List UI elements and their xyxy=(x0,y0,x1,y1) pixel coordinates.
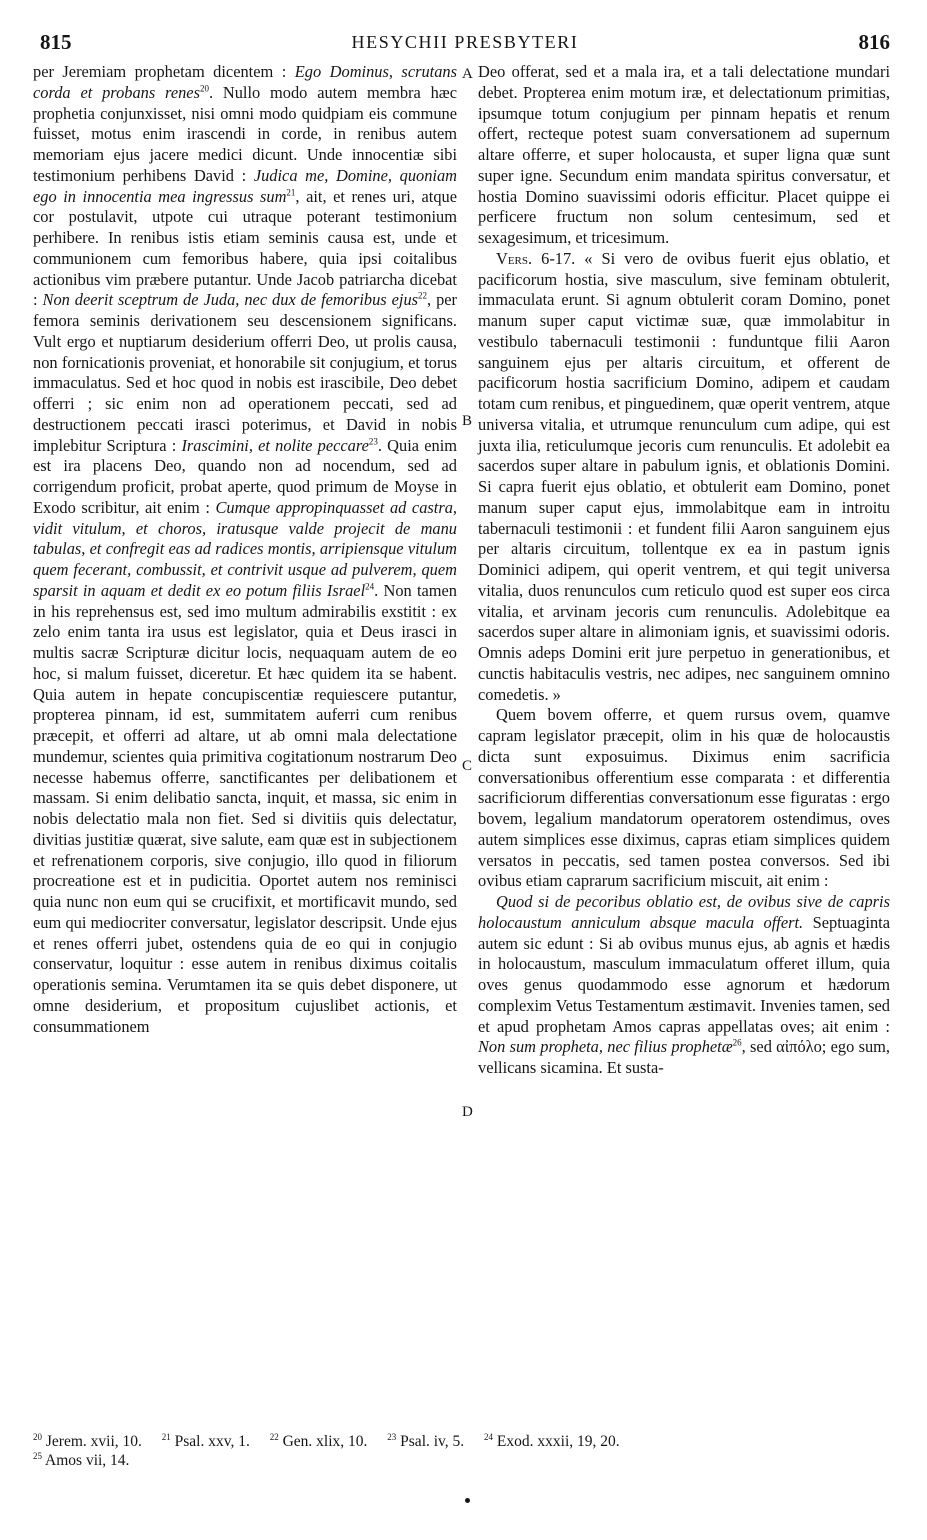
scripture-quote: Irascimini, et nolite peccare xyxy=(181,435,369,455)
footnote-text: Jerem. xvii, 10. xyxy=(45,1433,142,1450)
right-column xyxy=(478,62,890,1079)
margin-marker-d: D xyxy=(462,1104,473,1120)
footnote xyxy=(387,1433,464,1450)
footnote-number: 20 xyxy=(33,1431,42,1442)
page-number-left: 815 xyxy=(40,30,72,54)
footnote-number: 21 xyxy=(161,1431,171,1442)
footnotes-line-1 xyxy=(33,1432,893,1451)
running-head: HESYCHII PRESBYTERI xyxy=(351,32,579,52)
footnote-text: Amos vii, 14. xyxy=(45,1452,130,1469)
scripture-quote: Non sum propheta, nec filius prophetæ xyxy=(478,1037,733,1057)
footnote-ref: 26 xyxy=(732,1037,742,1048)
footnote-ref: 23 xyxy=(368,436,378,447)
footnote-number: 24 xyxy=(484,1431,494,1442)
page-number-right: 816 xyxy=(858,30,890,54)
footnote-text: Psal. iv, 5. xyxy=(400,1433,465,1450)
right-paragraph: Quem bovem offerre, et quem rursus ovem, quamve capram legislator præcepit, olim in his quæ de holocaustis dicta sunt exposuimus. Diximus enim sacrificia conversationibus offerentium esse comparata : et differentia sacrificiorum differentias conversationum esse figuratas : ergo bovem, legalium mandatorum operatorem ostendimus, oves autem simplices esse diximus, capras etiam simplices quidem versatos in peccatis, sed tamen postea conversos. Sed ibi ovibus etiam caprarum sacrificium miscuit, ait enim : xyxy=(478,705,890,891)
footnote-number: 25 xyxy=(33,1450,42,1461)
footnote xyxy=(33,1433,142,1450)
left-paragraph xyxy=(33,62,457,1037)
margin-marker-b: B xyxy=(462,413,473,429)
page-dot xyxy=(465,1498,470,1503)
left-column xyxy=(33,62,457,1037)
footnote-text: Psal. xxv, 1. xyxy=(174,1433,250,1450)
footnote xyxy=(162,1433,250,1450)
right-paragraph: Deo offerat, sed et a mala ira, et a tali delectatione mundari debet. Propterea enim motum iræ, et delectationum primitias, ipsumque totum conjugium per pinnam hepatis et renum offert, recteque potest suam conversationem ad supernum altare offerre, et super holocausta, et super ligna quæ sunt super igne. Secundum enim mandata spiritus conversatur, et hostia Domino suavissimi odoris efficitur. Placet quippe ei perficere fructum non solum centesimum, sed et sexagesimum, et tricesimum. xyxy=(478,62,890,247)
footnote-ref: 20 xyxy=(199,83,209,94)
footnote-text: Exod. xxxii, 19, 20. xyxy=(496,1433,620,1450)
footnote xyxy=(484,1433,620,1450)
footnote-ref: 24 xyxy=(365,581,375,592)
scripture-quote: Judica me, Domine, quoniam ego in innocentia mea ingressus sum xyxy=(33,165,457,206)
text-run: Septuaginta autem sic edunt : Si ab ovibus munus ejus, ab agnis et hædis in holocaustum, masculum immaculatum offeret illum, quia oves genus quodammodo esse agnorum et hædorum complexim Vetus Testamentum æstimavit. Invenies tamen, sed et apud prophetam Amos capras appellatas oves; ait enim : xyxy=(478,912,890,1036)
footnote-number: 22 xyxy=(269,1431,279,1442)
footnote-number: 23 xyxy=(387,1431,397,1442)
scripture-quote: Quod si de pecoribus oblatio est, de ovibus sive de capris holocaustum anniculum absque macula offert. xyxy=(478,892,890,932)
text-run: , sed αἰπόλο; ego sum, vellicans sicamina. Et susta- xyxy=(478,1037,890,1077)
margin-marker-a: A xyxy=(462,66,473,82)
scripture-quote: Ego Dominus, scrutans corda et probans renes xyxy=(33,62,457,102)
right-paragraph xyxy=(478,892,890,1079)
right-paragraph xyxy=(478,249,890,706)
footnote xyxy=(270,1433,368,1450)
text-run: , ait, et renes uri, atque cor postulavit, utpote cui utraque poterant testimonium perhibere. In renibus istis etiam seminis causa est, unde et communionem cum femoribus habere, quia ipsi coitalibus actionibus vim præbere putantur. Unde Jacob patriarcha dicebat : xyxy=(33,186,457,310)
text-run: , per femora seminis derivationem seu descensionem significans. Vult ergo et nuptiarum desiderium offerri Deo, ut prolis causa, non fornicationis proveniat, et honorabile sit conjugium, et torus immaculatus. Sed et hoc quod in nobis est irascibile, Deo debet offerri ; sic enim non ad operationem peccati, sed ad destructionem peccati irasci poterimus, et David in nobis implebitur Scriptura : xyxy=(33,290,458,455)
text-run: « Si vero de ovibus fuerit ejus oblatio, et pacificorum hostia, sive masculum, sive feminam obtulerit, immaculata erunt. Si agnum obtulerit coram Domino, ponet manum super caput victimæ suæ, quæ immolabitur in vestibulo tabernaculi testimonii : funduntque filii Aaron sanguinem ejus per altaris circuitum, et offerent de pacificorum hostia sacrificium Domino, adipem et caudam totam cum renibus, et pinguedinem, quæ operit ventrem, atque universa vitalia, et utrumque renunculum cum adipe, qui est juxta ilia, reticulumque jecoris cum renunculis. Et adolebit ea sacerdos super altare in pabulum ignis, et oblationis Domini. Si capra fuerit ejus oblatio, et obtulerit eam Domino, ponet manum super caput ejus, immolabitque eam in introitu tabernaculi testimonii : et fundent filii Aaron sanguinem ejus per altaris circuitum, tollentque ex ea in pastum ignis Dominici adipem, qui operit ventrem, et qui tegit universa vitalia, duos renunculos cum reticulo quod est super eos circa vitalia, et arvinam jecoris cum renunculis. Adolebitque ea sacerdos super altare in alimoniam ignis, et suavissimi odoris. Omnis adeps Domini erit jure perpetuo in generationibus, et cunctis habitaculis vestris, nec adipes, nec sanguinem omnino comedetis. » xyxy=(478,248,890,704)
footnote-text: Gen. xlix, 10. xyxy=(282,1433,368,1450)
text-run: . Quia enim est ira placens Deo, quando non ad nocendum, sed ad corrigendum proficit, probat aperte, quod primum de Moyse in Exodo scribitur, ait enim : xyxy=(33,435,457,517)
text-run: per Jeremiam prophetam dicentem : xyxy=(33,62,295,81)
footnotes-line-2 xyxy=(33,1451,893,1470)
scripture-quote: Non deerit sceptrum de Juda, nec dux de femoribus ejus xyxy=(42,290,419,310)
footnote-ref: 21 xyxy=(286,187,296,198)
text-run: . Nullo modo autem membra hæc prophetia conjunxisset, nisi omni modo quidpiam eis commune fuisset, motus enim irascendi in corde, in renibus autem memoriam ejus jacere medici dicunt. Unde innocentiæ sibi testimonium perhibens David : xyxy=(33,82,457,185)
text-run: . Non tamen in his reprehensus est, sed imo multum admirabilis exstitit : ex zelo enim tanta ira usus est legislator, quia et Deus irasci in multis sacræ Scripturæ dicitur locis, nequaquam autem de eo hoc, si malum fuisset, diceretur. Et hæc quidem ita se habent. Quia autem in hepate concupiscentiæ requiescere putantur, propterea pinnam, id est, summitatem auferri cum renibus præcepit, et offerri ad altare, ut ab omni mala delectatione mundemur, scientes quia primitiva cogitationum nostrarum Deo necesse habemus offerre, sanctificantes per delibationem et massam. Si enim delibatio sancta, inquit, et massa, sic enim in nobis delectatio mala non fiet. Sed si divitiis quis delectatur, divitias justitiæ quærat, sive salute, eam quæ est in subjectionem et refrenationem corporis, sive conjugio, illo quod in filiorum procreatione est et in pudicitia. Oportet autem nos reminisci quia nunc non eum qui se crucifixit, et mortificavit mundo, sed eum qui mediocriter conversatur, legislator descripsit. Unde ejus et renes offerri jubet, ostendens quia de eo qui in conjugio conservatur, loquitur : esse autem in renibus diximus coitalis operationis semina. Verumtamen ita se quis debet disponere, ut omne desiderium, et propositum cujuslibet actionis, et consummationem xyxy=(33,580,457,1036)
footnote xyxy=(33,1452,129,1469)
page-header xyxy=(40,30,890,60)
footnote-ref: 22 xyxy=(418,290,428,301)
margin-marker-c: C xyxy=(462,758,473,774)
verse-reference: Vers. 6-17. xyxy=(496,248,576,268)
scripture-quote: Cumque appropinquasset ad castra, vidit vitulum, et choros, iratusque valde projecit de manu tabulas, et confregit eas ad radices montis, arripiensque vitulum quem fecerant, combussit, et contrivit usque ad pulverem, quem sparsit in aquam et dedit ex eo potum filiis Israel xyxy=(33,497,457,600)
